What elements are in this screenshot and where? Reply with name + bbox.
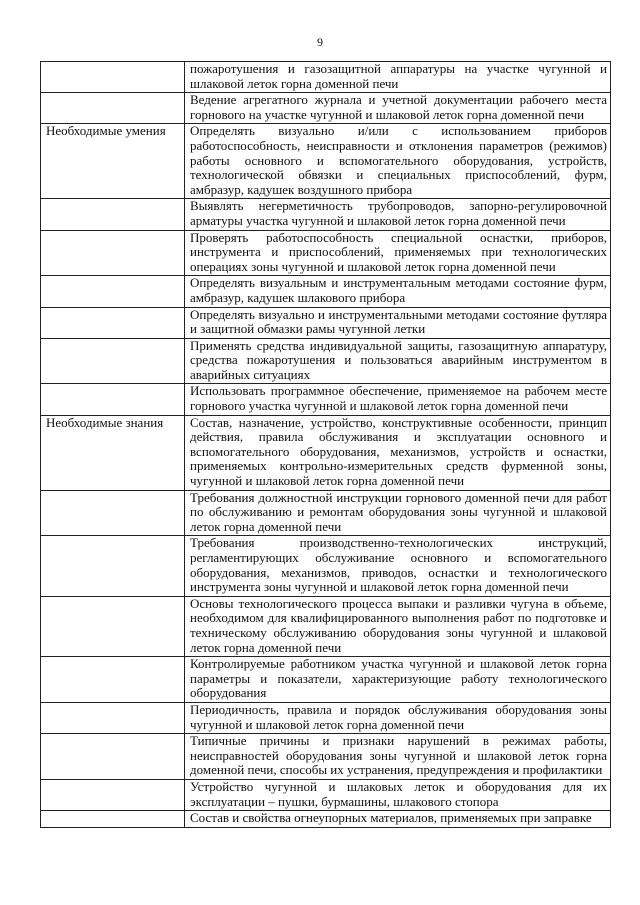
row-text: Состав, назначение, устройство, конструктивные особенности, принцип действия, правила обслуживания и эксплуатации основного и вспомогательного оборудования, механизмов, устройств и оснастки, применяемых контрольно-измерительных средств фурменной зоны, чугунной и шлаковой леток горна доменной печи — [185, 415, 611, 490]
row-text: Определять визуальным и инструментальным методами состояние фурм, амбразур, кадушек шлакового прибора — [185, 276, 611, 307]
row-text: Требования производственно-технологических инструкций, регламентирующих обслуживание основного и вспомогательного оборудования, механизмов, приводов, оснастки и технологического инструмента зоны чугунной и шлаковой леток горна доменной печи — [185, 536, 611, 596]
row-label-cell — [41, 596, 185, 656]
row-label-cell — [41, 62, 185, 93]
row-label-cell — [41, 657, 185, 703]
row-label-cell — [41, 536, 185, 596]
competency-table — [40, 61, 611, 828]
table-row — [41, 779, 611, 810]
row-text: Периодичность, правила и порядок обслуживания оборудования зоны чугунной и шлаковой леток горна доменной печи — [185, 702, 611, 733]
table-row — [41, 62, 611, 93]
table-row — [41, 734, 611, 780]
table-row — [41, 124, 611, 199]
table-row — [41, 811, 611, 828]
row-text: Контролируемые работником участка чугунной и шлаковой леток горна параметры и показатели, характеризующие работу технологического оборудования — [185, 657, 611, 703]
row-text: пожаротушения и газозащитной аппаратуры на участке чугунной и шлаковой леток горна доменной печи — [185, 62, 611, 93]
table-row — [41, 657, 611, 703]
table-row — [41, 490, 611, 536]
table-row — [41, 536, 611, 596]
section-label-skills: Необходимые умения — [41, 124, 185, 199]
section-label-knowledge: Необходимые знания — [41, 415, 185, 490]
row-text: Определять визуально и инструментальными методами состояние футляра и защитной обмазки рамы чугунной летки — [185, 307, 611, 338]
row-label-cell — [41, 199, 185, 230]
row-text: Определять визуально и/или с использованием приборов работоспособность, неисправности и отклонения параметров (режимов) работы основного и вспомогательного оборудования, устройств, технологической обвязки и специальных приспособлений, фурм, амбразур, кадушек воздушного прибора — [185, 124, 611, 199]
table-row — [41, 596, 611, 656]
row-label-cell — [41, 734, 185, 780]
row-text: Основы технологического процесса выпаки и разливки чугуна в объеме, необходимом для квалифицированного выполнения работ по подготовке и техническому обслуживанию оборудования зоны чугунной и шлаковой леток горна доменной печи — [185, 596, 611, 656]
table-row — [41, 338, 611, 384]
table-row — [41, 93, 611, 124]
row-label-cell — [41, 307, 185, 338]
table-row — [41, 307, 611, 338]
row-text: Использовать программное обеспечение, применяемое на рабочем месте горнового участка чугунной и шлаковой леток горна доменной печи — [185, 384, 611, 415]
table-row — [41, 415, 611, 490]
table-row — [41, 384, 611, 415]
row-label-cell — [41, 230, 185, 276]
row-text: Выявлять негерметичность трубопроводов, запорно-регулировочной арматуры участка чугунной и шлаковой леток горна доменной печи — [185, 199, 611, 230]
row-label-cell — [41, 702, 185, 733]
row-text: Состав и свойства огнеупорных материалов, применяемых при заправке — [185, 811, 611, 828]
table-row — [41, 276, 611, 307]
row-text: Типичные причины и признаки нарушений в режимах работы, неисправностей оборудования зоны чугунной и шлаковой леток горна доменной печи, способы их устранения, предупреждения и профилактики — [185, 734, 611, 780]
page-number: 9 — [317, 35, 323, 49]
row-text: Применять средства индивидуальной защиты, газозащитную аппаратуру, средства пожаротушения и пользоваться аварийным инструментом в аварийных ситуациях — [185, 338, 611, 384]
row-text: Проверять работоспособность специальной оснастки, приборов, инструмента и приспособлений, применяемых при технологических операциях зоны чугунной и шлаковой леток горна доменной печи — [185, 230, 611, 276]
row-text: Требования должностной инструкции горнового доменной печи для работ по обслуживанию и ремонтам оборудования зоны чугунной и шлаковой леток горна доменной печи — [185, 490, 611, 536]
row-label-cell — [41, 490, 185, 536]
row-label-cell — [41, 276, 185, 307]
table-row — [41, 702, 611, 733]
row-label-cell — [41, 338, 185, 384]
row-text: Ведение агрегатного журнала и учетной документации рабочего места горнового на участке чугунной и шлаковой леток горна доменной печи — [185, 93, 611, 124]
table-row — [41, 230, 611, 276]
row-text: Устройство чугунной и шлаковых леток и оборудования для их эксплуатации – пушки, бурмашины, шлакового стопора — [185, 779, 611, 810]
table-row — [41, 199, 611, 230]
row-label-cell — [41, 779, 185, 810]
row-label-cell — [41, 93, 185, 124]
row-label-cell — [41, 811, 185, 828]
row-label-cell — [41, 384, 185, 415]
